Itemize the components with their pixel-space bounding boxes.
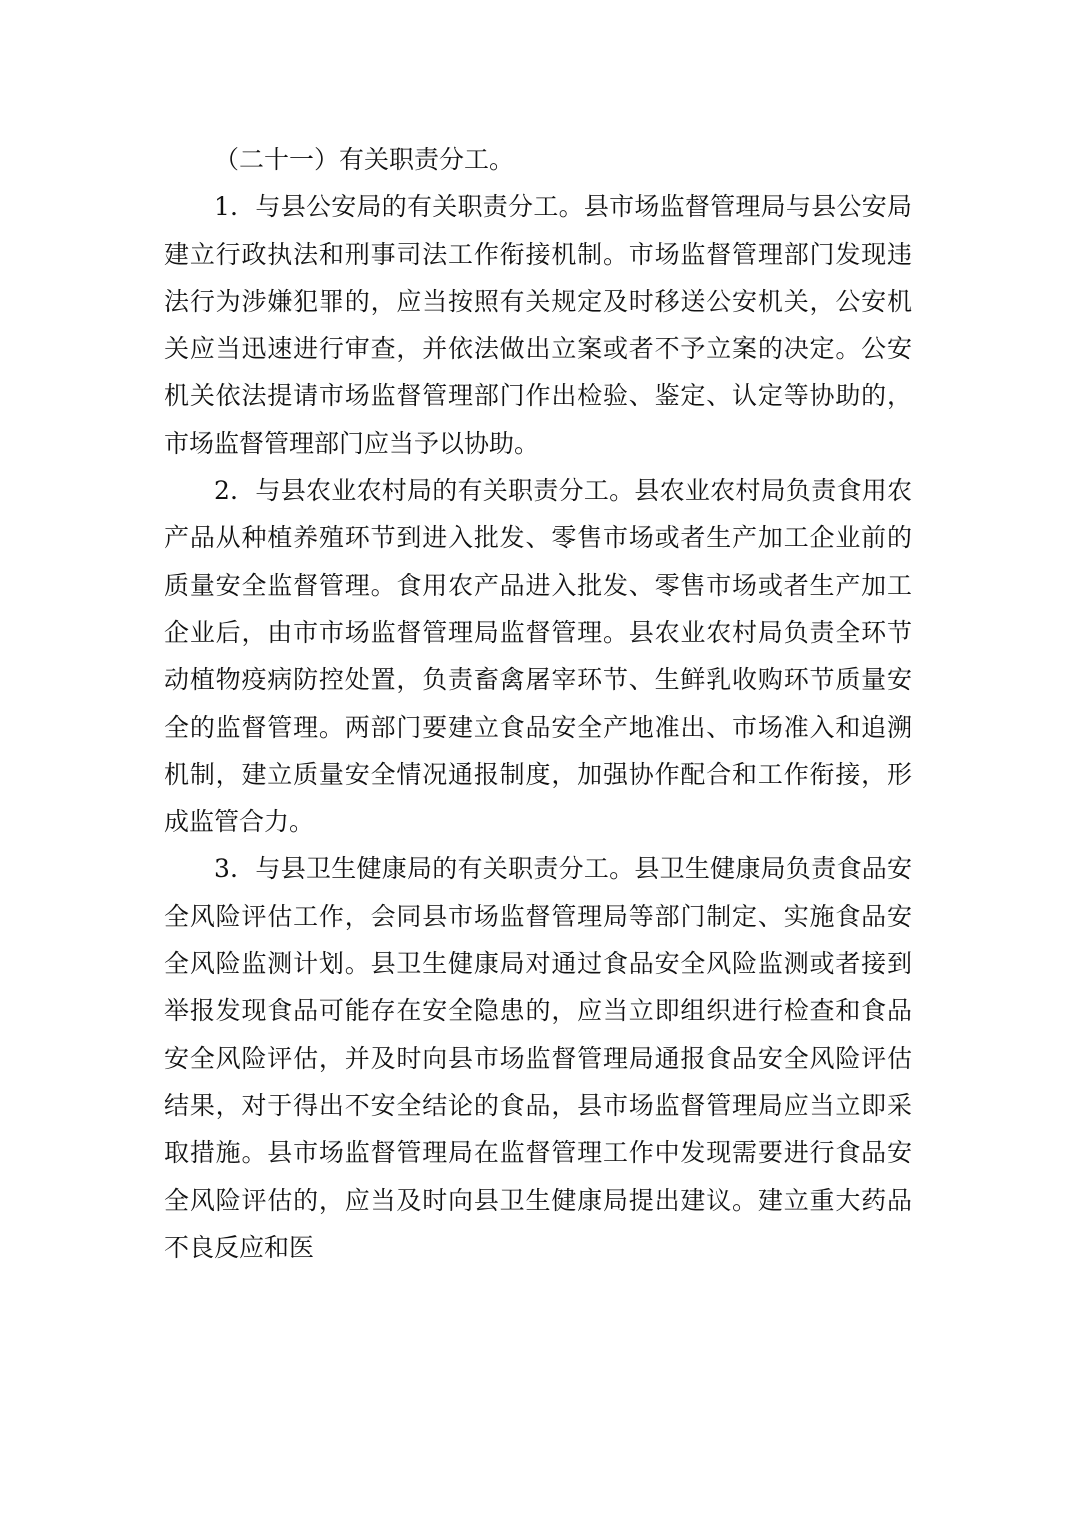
section-heading: （二十一）有关职责分工。	[214, 145, 515, 174]
paragraph-public-security: 1．与县公安局的有关职责分工。县市场监督管理局与县公安局建立行政执法和刑事司法工作衔接机制。市场监督管理部门发现违法行为涉嫌犯罪的，应当按照有关规定及时移送公安机关，公安机关应当迅速进行审查，并依法做出立案或者不予立案的决定。公安机关依法提请市场监督管理部门作出检验、鉴定、认定等协助的，市场监督管理部门应当予以协助。	[164, 192, 912, 458]
paragraph-agriculture: 2．与县农业农村局的有关职责分工。县农业农村局负责食用农产品从种植养殖环节到进入批发、零售市场或者生产加工企业前的质量安全监督管理。食用农产品进入批发、零售市场或者生产加工企业后，由市市场监督管理局监督管理。县农业农村局负责全环节动植物疫病防控处置，负责畜禽屠宰环节、生鲜乳收购环节质量安全的监督管理。两部门要建立食品安全产地准出、市场准入和追溯机制，建立质量安全情况通报制度，加强协作配合和工作衔接，形成监管合力。	[164, 476, 912, 837]
document-body	[164, 136, 912, 1271]
paragraph-health: 3．与县卫生健康局的有关职责分工。县卫生健康局负责食品安全风险评估工作，会同县市场监督管理局等部门制定、实施食品安全风险监测计划。县卫生健康局对通过食品安全风险监测或者接到举报发现食品可能存在安全隐患的，应当立即组织进行检查和食品安全风险评估，并及时向县市场监督管理局通报食品安全风险评估结果，对于得出不安全结论的食品，县市场监督管理局应当立即采取措施。县市场监督管理局在监督管理工作中发现需要进行食品安全风险评估的，应当及时向县卫生健康局提出建议。建立重大药品不良反应和医	[164, 854, 912, 1262]
